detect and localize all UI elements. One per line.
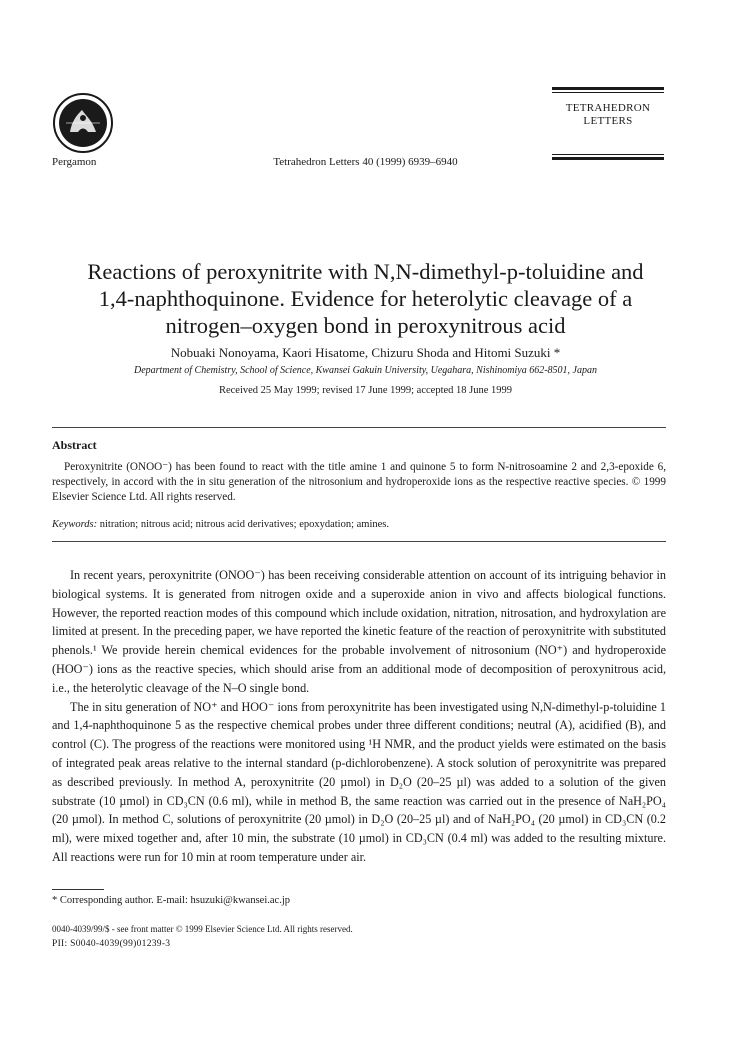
article-title-line3: nitrogen–oxygen bond in peroxynitrous acid	[165, 313, 566, 338]
keywords	[52, 519, 389, 530]
body-text	[52, 566, 666, 867]
journal-name	[552, 102, 664, 128]
body-paragraph-2: The in situ generation of NO⁺ and HOO⁻ ions from peroxynitrite has been investigated using N,N-dimethyl-p-toluidine 1 and 1,4-naphthoquinone 5 as the respective chemical probes under three different conditions; neutral (A), acidified (B), and control (C). The progress of the reactions were monitored using ¹H NMR, and the product yields were estimated on the basis of integrated peak areas relative to the internal standard (p-dichlorobenzene). A stock solution of peroxynitrite was prepared as described previously. In method A, peroxynitrite (20 µmol) in D₂O (20–25 µl) was added to a solution of the given substrate (10 µmol) in CD₃CN (0.6 ml), while in method B, the same reaction was carried out in the presence of NaH₂PO₄ (20 µmol). In method C, solutions of peroxynitrite (20 µmol) in D₂O (20–25 µl) and of NaH₂PO₄ (20 µmol) in CD₃CN (0.2 ml), were mixed together and, after 10 min, the substrate (10 µmol) in CD₃CN (0.4 ml) was added to the resulting mixture. All reactions were run for 10 min at room temperature under air.	[52, 699, 666, 864]
abstract-heading: Abstract	[52, 438, 97, 452]
author-list: Nobuaki Nonoyama, Kaori Hisatome, Chizuru Shoda and Hitomi Suzuki *	[170, 345, 561, 360]
article-title	[40, 258, 691, 339]
article-title-line2: 1,4-naphthoquinone. Evidence for heterolytic cleavage of a	[98, 286, 633, 311]
author-affiliation: Department of Chemistry, School of Science, Kwansei Gakuin University, Uegahara, Nishinomiya 662-8501, Japan	[134, 365, 597, 376]
article-title-line1: Reactions of peroxynitrite with N,N-dimethyl-p-toluidine and	[87, 259, 644, 284]
copyright-line: 0040-4039/99/$ - see front matter © 1999 Elsevier Science Ltd. All rights reserved.	[52, 924, 353, 934]
header-rule-top	[552, 87, 664, 90]
footnote-rule	[52, 889, 104, 890]
header-rule-bottom-thin	[552, 154, 664, 155]
journal-title-block-bottom	[552, 154, 664, 160]
header-rule-top-thin	[552, 92, 664, 93]
header-rule-bottom	[552, 157, 664, 160]
abstract-text: Peroxynitrite (ONOO⁻) has been found to react with the title amine 1 and quinone 5 to form N-nitrosoamine 2 and 2,3-epoxide 6, respectively, in accord with the in situ generation of the nitrosonium and hydroperoxide ions as the respective reactive species. © 1999 Elsevier Science Ltd. All rights reserved.	[52, 461, 666, 504]
journal-name-line2: LETTERS	[583, 115, 633, 127]
body-paragraph-1: In recent years, peroxynitrite (ONOO⁻) has been receiving considerable attention on account of its intriguing behavior in biological systems. It is generated from nitrogen oxide and a superoxide anion in vivo and affects biological functions. However, the reported reaction modes of this compound which include oxidation, nitration, nitrosation, and hydroxylation are limited at present. In the preceding paper, we have reported the kinetic feature of the reaction of peroxynitrite with substituted phenols.¹ We provide herein chemical evidences for the probable involvement of nitrosonium (NO⁺) and hydroperoxide (HOO⁻) ions as the reactive species, which should arise from an additional mode of decomposition of peroxynitrous acid, i.e., the heterolytic cleavage of the N–O single bond.	[52, 568, 666, 695]
keywords-label: Keywords:	[52, 519, 98, 530]
keywords-list: nitration; nitrous acid; nitrous acid derivatives; epoxydation; amines.	[97, 519, 390, 530]
journal-name-line1: TETRAHEDRON	[565, 102, 651, 114]
corresponding-author-footnote: * Corresponding author. E-mail: hsuzuki@kwansei.ac.jp	[52, 895, 290, 906]
publisher-logo-icon	[52, 92, 114, 154]
journal-citation: Tetrahedron Letters 40 (1999) 6939–6940	[273, 156, 458, 168]
abstract-rule-bottom	[52, 541, 666, 542]
publisher-name: Pergamon	[52, 156, 97, 168]
abstract-rule-top	[52, 427, 666, 428]
article-dates: Received 25 May 1999; revised 17 June 1999; accepted 18 June 1999	[218, 385, 513, 396]
pii-line: PII: S0040-4039(99)01239-3	[52, 939, 171, 949]
journal-title-block	[552, 87, 664, 128]
